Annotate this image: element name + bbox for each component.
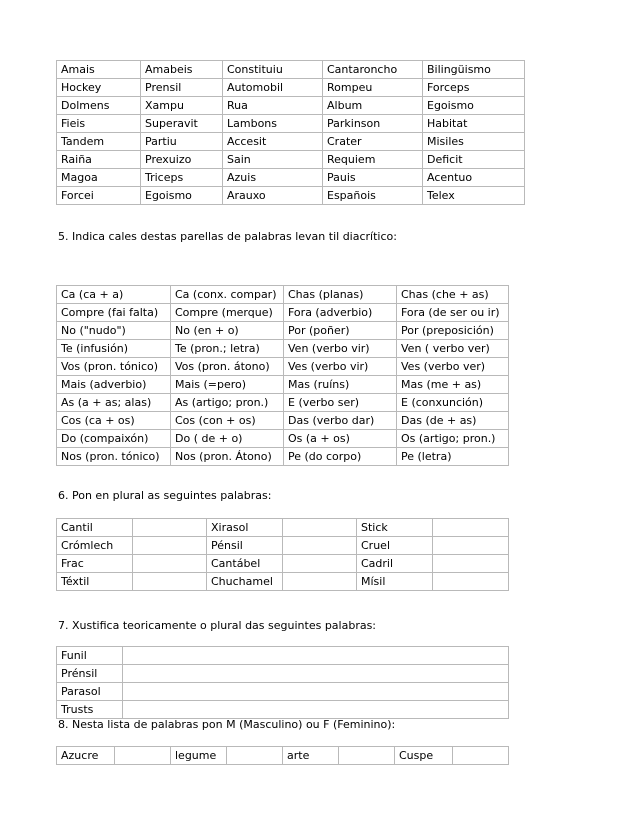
table-cell: No (en + o) [171,322,284,340]
table-row [57,376,509,394]
table-cell: Amais [57,61,141,79]
table-cell: Deficit [423,151,525,169]
table-cell: No ("nudo") [57,322,171,340]
table-cell: Azuis [223,169,323,187]
table-cell: Egoismo [423,97,525,115]
question-5: 5. Indica cales destas parellas de palabras levan til diacrítico: [58,230,397,243]
gender-table [56,746,509,765]
diacritic-pairs-table-body [57,286,509,466]
table-cell: Os (artigo; pron.) [397,430,509,448]
answer-cell[interactable] [123,701,509,719]
answer-cell[interactable] [339,747,395,765]
table-cell: Cantábel [207,555,283,573]
table-row [57,555,509,573]
table-cell: Amabeis [141,61,223,79]
table-cell: E (verbo ser) [284,394,397,412]
table-row [57,430,509,448]
table-cell: Ven (verbo vir) [284,340,397,358]
table-row [57,665,509,683]
table-cell: Habitat [423,115,525,133]
plural-table-body [57,519,509,591]
word-table-1-body [57,61,525,205]
table-cell: Te (infusión) [57,340,171,358]
table-cell: Das (de + as) [397,412,509,430]
answer-cell[interactable] [283,555,357,573]
table-cell: Chas (che + as) [397,286,509,304]
table-row [57,169,525,187]
table-row [57,151,525,169]
table-cell: Pe (letra) [397,448,509,466]
answer-cell[interactable] [227,747,283,765]
table-cell: Ven ( verbo ver) [397,340,509,358]
table-cell: Compre (fai falta) [57,304,171,322]
table-cell: Chuchamel [207,573,283,591]
table-cell: Forcei [57,187,141,205]
table-cell: Nos (pron. Átono) [171,448,284,466]
table-row [57,286,509,304]
justify-plural-table [56,646,509,719]
table-row [57,394,509,412]
table-cell: Parkinson [323,115,423,133]
table-cell: Accesit [223,133,323,151]
table-cell: Cos (con + os) [171,412,284,430]
answer-cell[interactable] [133,555,207,573]
table-cell: Acentuo [423,169,525,187]
table-cell: Vos (pron. átono) [171,358,284,376]
table-cell: As (a + as; alas) [57,394,171,412]
table-cell: Fora (de ser ou ir) [397,304,509,322]
diacritic-pairs-table [56,285,509,466]
table-cell: Frac [57,555,133,573]
table-cell: Prénsil [57,665,123,683]
table-row [57,340,509,358]
table-row [57,115,525,133]
table-cell: Bilingüismo [423,61,525,79]
table-cell: Cadril [357,555,433,573]
table-cell: Constituiu [223,61,323,79]
table-row [57,683,509,701]
question-6: 6. Pon en plural as seguintes palabras: [58,489,272,502]
table-cell: Pauis [323,169,423,187]
table-cell: Por (poñer) [284,322,397,340]
table-cell: Triceps [141,169,223,187]
table-cell: Ves (verbo vir) [284,358,397,376]
table-cell: Rompeu [323,79,423,97]
table-cell: Tandem [57,133,141,151]
table-cell: Azucre [57,747,115,765]
gender-table-body [57,747,509,765]
answer-cell[interactable] [133,537,207,555]
table-cell: Forceps [423,79,525,97]
table-cell: Ca (conx. compar) [171,286,284,304]
table-cell: As (artigo; pron.) [171,394,284,412]
table-cell: Mísil [357,573,433,591]
answer-cell[interactable] [433,573,509,591]
table-cell: Téxtil [57,573,133,591]
answer-cell[interactable] [123,665,509,683]
table-row [57,647,509,665]
answer-cell[interactable] [283,537,357,555]
table-cell: Stick [357,519,433,537]
answer-cell[interactable] [433,519,509,537]
table-row [57,701,509,719]
table-cell: Crater [323,133,423,151]
answer-cell[interactable] [433,555,509,573]
table-cell: Xirasol [207,519,283,537]
table-row [57,79,525,97]
table-row [57,97,525,115]
table-row [57,448,509,466]
word-table-1 [56,60,525,205]
answer-cell[interactable] [453,747,509,765]
table-row [57,358,509,376]
table-cell: Do (compaixón) [57,430,171,448]
table-cell: Por (preposición) [397,322,509,340]
table-cell: Mais (adverbio) [57,376,171,394]
table-cell: Cantaroncho [323,61,423,79]
table-cell: Te (pron.; letra) [171,340,284,358]
table-cell: Ves (verbo ver) [397,358,509,376]
table-cell: Españois [323,187,423,205]
table-cell: Mas (me + as) [397,376,509,394]
plural-table [56,518,509,591]
answer-cell[interactable] [133,573,207,591]
table-cell: Vos (pron. tónico) [57,358,171,376]
table-cell: Partiu [141,133,223,151]
table-cell: Cos (ca + os) [57,412,171,430]
table-cell: Cantil [57,519,133,537]
answer-cell[interactable] [283,573,357,591]
table-cell: Rua [223,97,323,115]
table-row [57,573,509,591]
table-cell: Arauxo [223,187,323,205]
table-cell: Superavit [141,115,223,133]
question-7: 7. Xustifica teoricamente o plural das seguintes palabras: [58,619,377,632]
question-8: 8. Nesta lista de palabras pon M (Masculino) ou F (Feminino): [58,718,396,731]
answer-cell[interactable] [133,519,207,537]
table-cell: Compre (merque) [171,304,284,322]
table-cell: Nos (pron. tónico) [57,448,171,466]
table-row [57,304,509,322]
table-cell: Prensil [141,79,223,97]
table-cell: Mas (ruíns) [284,376,397,394]
table-row [57,187,525,205]
table-cell: Pe (do corpo) [284,448,397,466]
table-cell: Fora (adverbio) [284,304,397,322]
table-cell: Parasol [57,683,123,701]
table-cell: Dolmens [57,97,141,115]
answer-cell[interactable] [115,747,171,765]
table-cell: Mais (=pero) [171,376,284,394]
table-cell: Fieis [57,115,141,133]
table-cell: Pénsil [207,537,283,555]
table-cell: Ca (ca + a) [57,286,171,304]
table-cell: Album [323,97,423,115]
table-cell: Hockey [57,79,141,97]
table-cell: Do ( de + o) [171,430,284,448]
table-cell: Cruel [357,537,433,555]
justify-plural-table-body [57,647,509,719]
answer-cell[interactable] [283,519,357,537]
table-cell: Telex [423,187,525,205]
table-cell: Das (verbo dar) [284,412,397,430]
answer-cell[interactable] [433,537,509,555]
table-row [57,133,525,151]
table-row [57,322,509,340]
table-cell: Prexuizo [141,151,223,169]
table-cell: Automobil [223,79,323,97]
table-row [57,412,509,430]
table-cell: Lambons [223,115,323,133]
table-cell: Egoismo [141,187,223,205]
table-cell: Sain [223,151,323,169]
table-row [57,747,509,765]
answer-cell[interactable] [123,647,509,665]
table-cell: Trusts [57,701,123,719]
table-cell: Funil [57,647,123,665]
table-cell: Raiña [57,151,141,169]
table-row [57,537,509,555]
table-cell: Os (a + os) [284,430,397,448]
table-cell: Cuspe [395,747,453,765]
table-cell: Magoa [57,169,141,187]
table-cell: Chas (planas) [284,286,397,304]
table-cell: Requiem [323,151,423,169]
table-row [57,519,509,537]
table-cell: arte [283,747,339,765]
answer-cell[interactable] [123,683,509,701]
table-cell: E (conxunción) [397,394,509,412]
table-cell: Xampu [141,97,223,115]
table-cell: Crómlech [57,537,133,555]
table-cell: Misiles [423,133,525,151]
table-cell: legume [171,747,227,765]
table-row [57,61,525,79]
